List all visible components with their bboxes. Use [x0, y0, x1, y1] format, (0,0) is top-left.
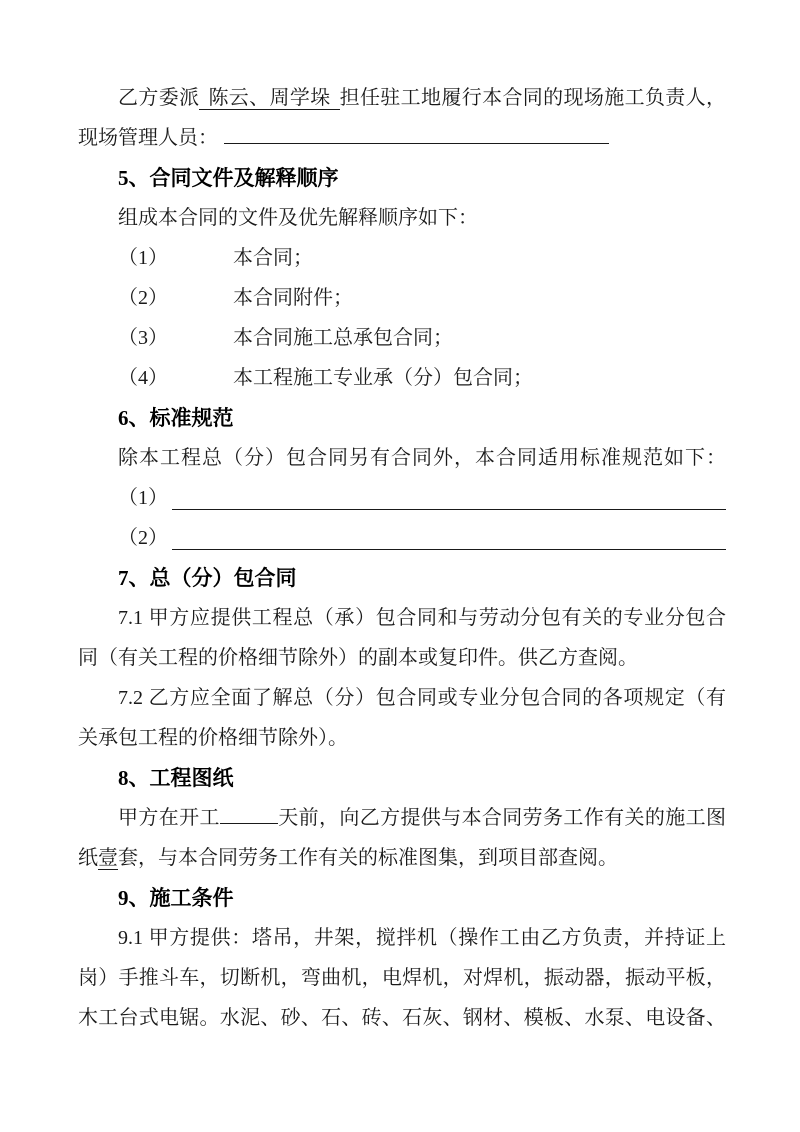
- section6-blank-1-number: （1）: [118, 487, 168, 509]
- section8-underlined-one-text: 壹: [98, 847, 118, 869]
- section9-clause-9-1-line-3: 木工台式电锯。水泥、砂、石、砖、石灰、钢材、模板、水泵、电设备、: [78, 1007, 726, 1029]
- section5-item-3-text: 本合同施工总承包合同；: [233, 327, 453, 349]
- section5-item-1-number: （1）: [118, 247, 168, 269]
- section6-blank-2-number: （2）: [118, 527, 168, 549]
- section7-clause-7-1-line-2: 同（有关工程的价格细节除外）的副本或复印件。供乙方查阅。: [78, 647, 638, 669]
- section5-item-1: [78, 238, 726, 278]
- section8-after-blank-text: 天前，向乙方提供与本合同劳务工作有关的施工图: [277, 807, 727, 829]
- section5-item-4: [78, 358, 726, 398]
- section6-heading: 6、标准规范: [118, 406, 234, 430]
- delegate-prefix-text: 乙方委派: [118, 87, 200, 109]
- section9-clause-9-1-line-2: 岗）手推斗车，切断机，弯曲机，电焊机，对焊机，振动器，振动平板，: [78, 967, 726, 989]
- section5-item-4-number: （4）: [118, 367, 168, 389]
- delegate-names-underlined: 陈云、周学垛: [199, 87, 339, 110]
- site-manager-label: 现场管理人员：: [78, 127, 218, 149]
- delegate-suffix-text: 担任驻工地履行本合同的现场施工负责人，: [339, 87, 727, 109]
- section8-prefix-text: 纸: [78, 847, 98, 869]
- section6-intro: 除本工程总（分）包合同另有合同外，本合同适用标准规范如下：: [118, 447, 726, 469]
- site-manager-line: [78, 118, 726, 158]
- section8-paragraph-line-2: [78, 838, 726, 878]
- section8-heading: 8、工程图纸: [118, 766, 234, 790]
- section8-paragraph-line-1: [78, 798, 726, 838]
- section6-blank-1: [78, 478, 726, 518]
- section9-clause-9-1-line-1: 9.1 甲方提供：塔吊，井架，搅拌机（操作工由乙方负责，并持证上: [118, 927, 726, 949]
- section5-item-2-text: 本合同附件；: [233, 287, 353, 309]
- delegate-paragraph-line-1: [78, 78, 726, 118]
- section5-item-3: [78, 318, 726, 358]
- section5-item-4-text: 本工程施工专业承（分）包合同；: [233, 367, 533, 389]
- section6-blank-2-field: [172, 549, 726, 550]
- section6-blank-2: [78, 518, 726, 558]
- section7-heading: 7、总（分）包合同: [118, 566, 297, 590]
- section8-suffix-text: 套，与本合同劳务工作有关的标准图集，到项目部查阅。: [118, 847, 618, 869]
- section5-heading: 5、合同文件及解释顺序: [118, 166, 339, 190]
- section5-item-1-text: 本合同；: [233, 247, 313, 269]
- section5-intro: 组成本合同的文件及优先解释顺序如下：: [118, 207, 478, 229]
- section8-before-blank-text: 甲方在开工: [118, 807, 220, 829]
- site-manager-blank-field: [224, 119, 609, 144]
- section7-clause-7-1-line-1: 7.1 甲方应提供工程总（承）包合同和与劳动分包有关的专业分包合: [118, 607, 726, 629]
- section7-clause-7-2-line-2: 关承包工程的价格细节除外）。: [78, 727, 348, 749]
- section8-days-blank-field: [220, 799, 278, 824]
- section9-heading: 9、施工条件: [118, 886, 234, 910]
- section5-item-2: [78, 278, 726, 318]
- section5-item-3-number: （3）: [118, 327, 168, 349]
- section6-blank-1-field: [172, 509, 726, 510]
- section7-clause-7-2-line-1: 7.2 乙方应全面了解总（分）包合同或专业分包合同的各项规定（有: [118, 687, 726, 709]
- section5-item-2-number: （2）: [118, 287, 168, 309]
